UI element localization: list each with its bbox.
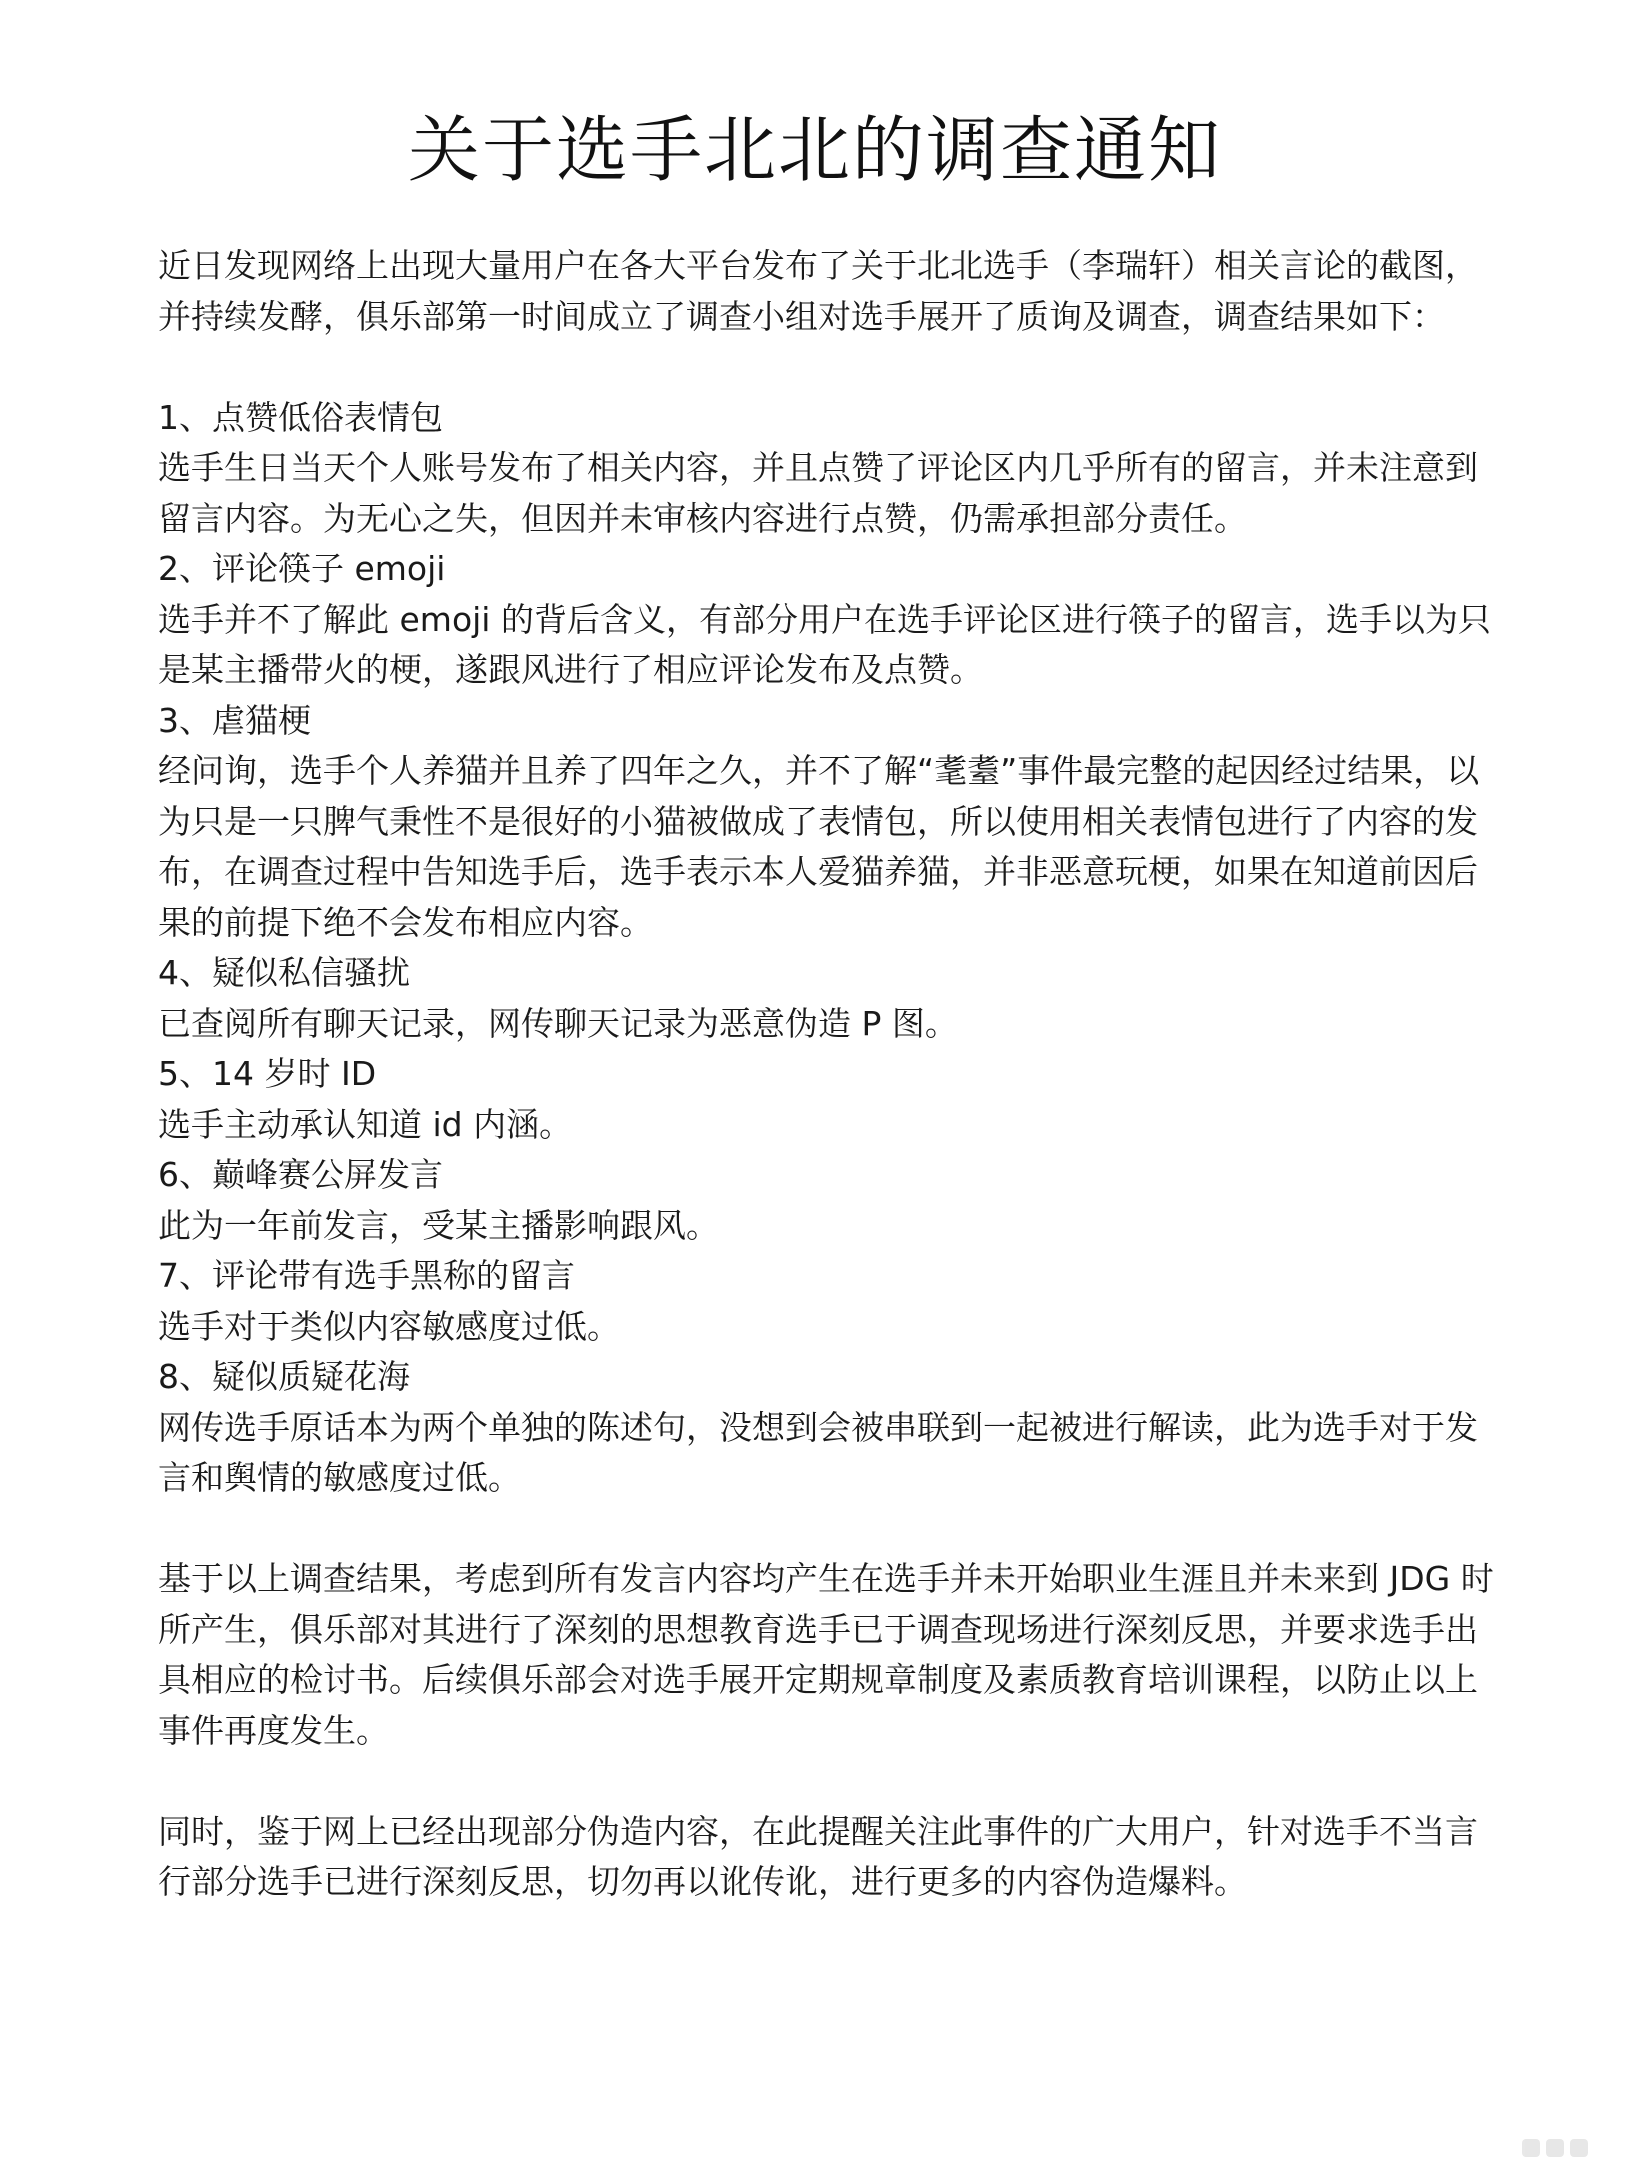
paragraph-gap	[158, 1756, 1508, 1807]
finding-body-2: 选手并不了解此 emoji 的背后含义，有部分用户在选手评论区进行筷子的留言，选手以为只是某主播带火的梗，遂跟风进行了相应评论发布及点赞。	[158, 599, 1491, 689]
finding-body-6: 此为一年前发言，受某主播影响跟风。	[158, 1205, 719, 1245]
finding-heading-6: 6、巅峰赛公屏发言	[158, 1155, 443, 1194]
finding-heading-7: 7、评论带有选手黑称的留言	[158, 1256, 575, 1295]
finding-body-5: 选手主动承认知道 id 内涵。	[158, 1104, 573, 1144]
intro-paragraph: 近日发现网络上出现大量用户在各大平台发布了关于北北选手（李瑞轩）相关言论的截图，并持续发酵，俱乐部第一时间成立了调查小组对选手展开了质询及调查，调查结果如下：	[158, 246, 1478, 336]
finding-body-8: 网传选手原话本为两个单独的陈述句，没想到会被串联到一起被进行解读，此为选手对于发言和舆情的敏感度过低。	[158, 1407, 1478, 1497]
document-body	[158, 241, 1508, 1908]
findings-list	[158, 393, 1508, 1504]
closing-paragraph: 同时，鉴于网上已经出现部分伪造内容，在此提醒关注此事件的广大用户，针对选手不当言行部分选手已进行深刻反思，切勿再以讹传讹，进行更多的内容伪造爆料。	[158, 1811, 1478, 1901]
finding-body-7: 选手对于类似内容敏感度过低。	[158, 1306, 620, 1346]
finding-heading-5: 5、14 岁时 ID	[158, 1054, 377, 1093]
finding-heading-2: 2、评论筷子 emoji	[158, 549, 446, 588]
paragraph-gap	[158, 1504, 1508, 1555]
finding-heading-8: 8、疑似质疑花海	[158, 1357, 410, 1396]
finding-heading-1: 1、点赞低俗表情包	[158, 397, 443, 437]
finding-body-4: 已查阅所有聊天记录，网传聊天记录为恶意伪造 P 图。	[158, 1003, 958, 1043]
document-title: 关于选手北北的调查通知	[407, 108, 1222, 192]
watermark-block-icon	[1522, 2139, 1540, 2157]
paragraph-gap	[158, 342, 1508, 393]
finding-heading-4: 4、疑似私信骚扰	[158, 953, 410, 992]
finding-heading-3: 3、虐猫梗	[158, 700, 311, 740]
finding-body-1: 选手生日当天个人账号发布了相关内容，并且点赞了评论区内几乎所有的留言，并未注意到留言内容。为无心之失，但因并未审核内容进行点赞，仍需承担部分责任。	[158, 448, 1478, 538]
watermark-mark	[1522, 2138, 1614, 2158]
finding-body-3: 经问询，选手个人养猫并且养了四年之久，并不了解“耄耋”事件最完整的起因经过结果，以为只是一只脾气秉性不是很好的小猫被做成了表情包，所以使用相关表情包进行了内容的发布，在调查过程中告知选手后，选手表示本人爱猫养猫，并非恶意玩梗，如果在知道前因后果的前提下绝不会发布相应内容。	[158, 751, 1480, 942]
watermark-block-icon	[1546, 2139, 1564, 2157]
conclusion-paragraph: 基于以上调查结果，考虑到所有发言内容均产生在选手并未开始职业生涯且并未来到 JDG 时所产生，俱乐部对其进行了深刻的思想教育选手已于调查现场进行深刻反思，并要求选手出具相应的检讨书。后续俱乐部会对选手展开定期规章制度及素质教育培训课程，以防止以上事件再度发生。	[158, 1559, 1494, 1750]
watermark-block-icon	[1570, 2139, 1588, 2157]
